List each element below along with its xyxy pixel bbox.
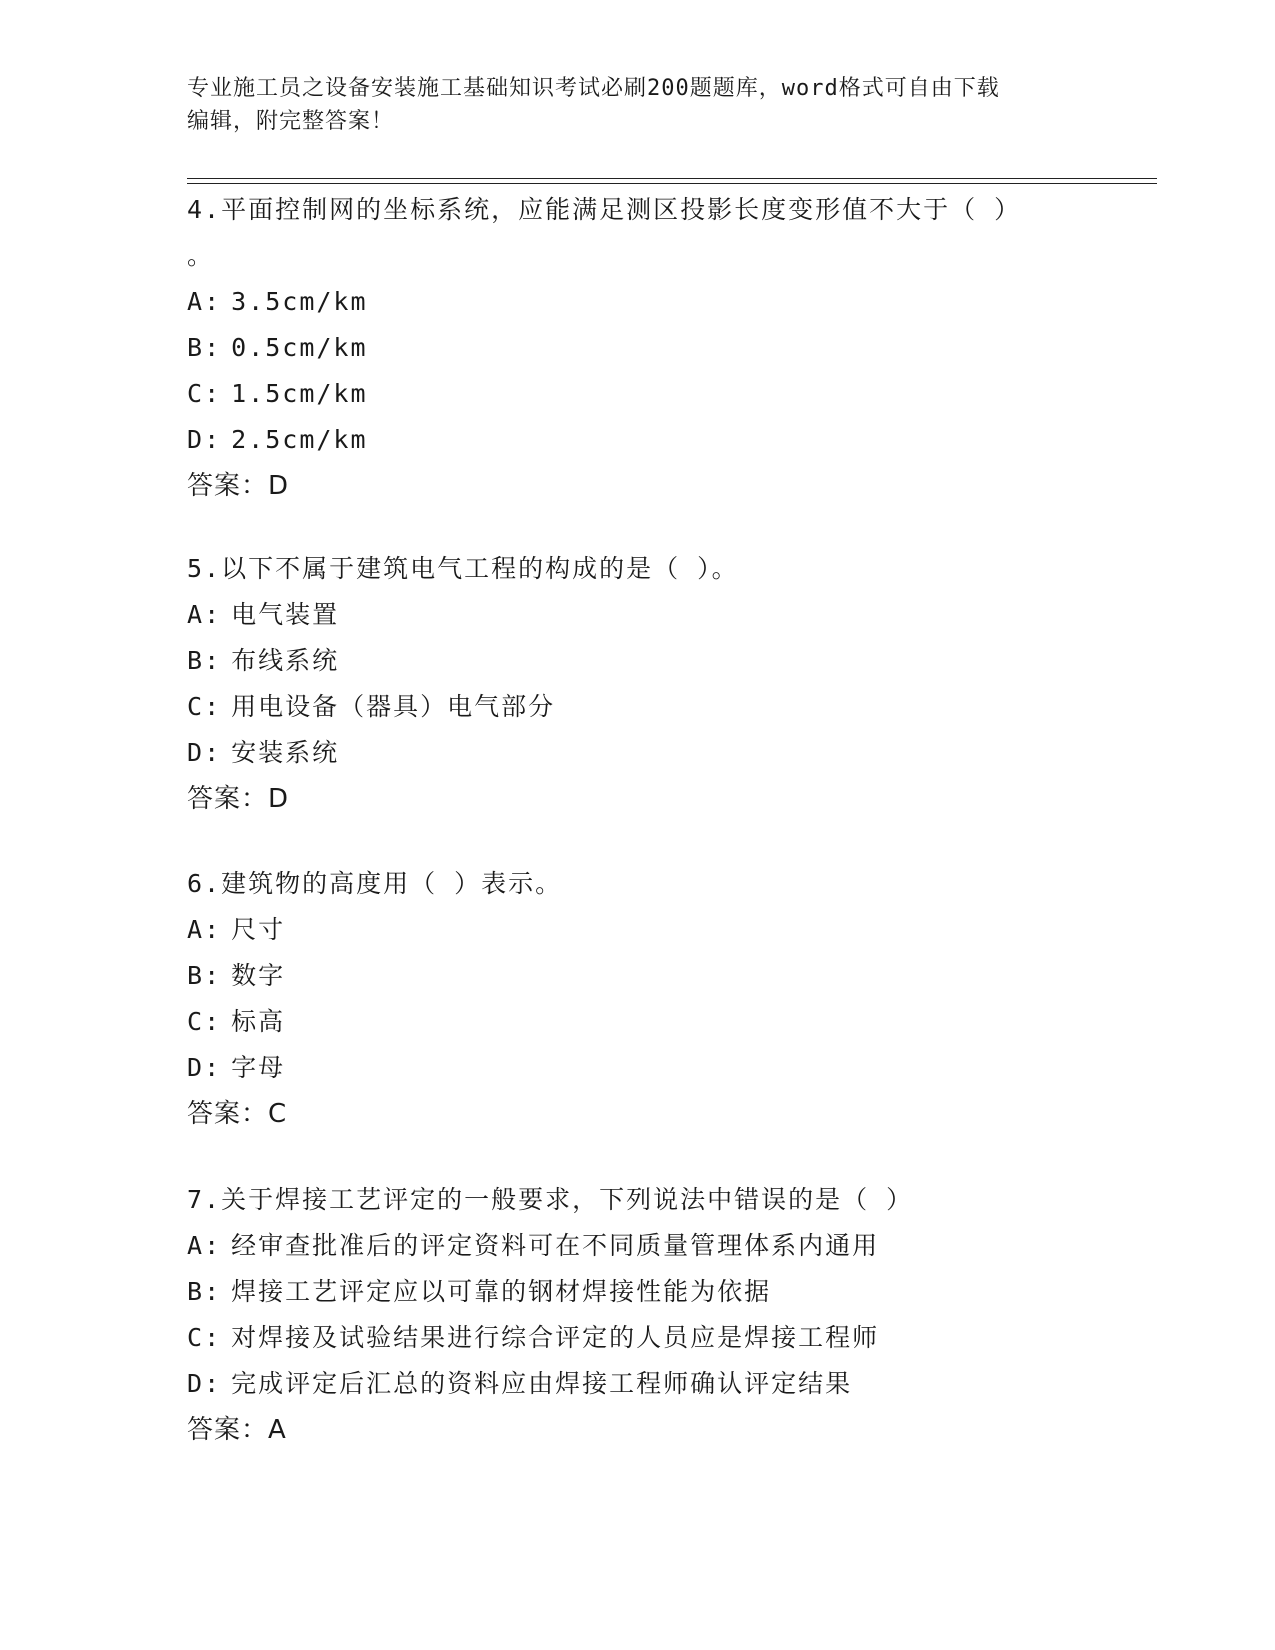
option-text: 完成评定后汇总的资料应由焊接工程师确认评定结果 [231, 1369, 853, 1398]
option-letter: A [187, 1231, 205, 1260]
option-separator: : [204, 287, 222, 316]
option-b [187, 1269, 1087, 1315]
question-title: 5.以下不属于建筑电气工程的构成的是（ ）。 [187, 554, 739, 583]
option-b [187, 638, 1087, 684]
option-b [187, 953, 1087, 999]
header-line-1: 专业施工员之设备安装施工基础知识考试必刷200题题库，word格式可自由下载 [187, 76, 1000, 101]
option-letter: C [187, 379, 205, 408]
option-separator: : [204, 379, 222, 408]
option-text: 布线系统 [231, 646, 340, 675]
question-title: 6.建筑物的高度用（ ）表示。 [187, 869, 563, 898]
option-text: 标高 [231, 1007, 286, 1036]
option-text: 3.5cm/km [231, 287, 368, 316]
option-separator: : [204, 1369, 222, 1398]
option-text: 2.5cm/km [231, 425, 368, 454]
question-title: 7.关于焊接工艺评定的一般要求，下列说法中错误的是（ ） [187, 1185, 914, 1214]
option-text: 电气装置 [231, 600, 340, 629]
option-c [187, 684, 1087, 730]
document-header [187, 72, 1067, 138]
option-letter: A [187, 287, 205, 316]
option-text: 数字 [231, 961, 286, 990]
question-title: 4.平面控制网的坐标系统，应能满足测区投影长度变形值不大于（ ） [187, 195, 1022, 224]
header-divider-bottom [187, 183, 1157, 184]
option-letter: C [187, 1007, 205, 1036]
option-a [187, 907, 1087, 953]
question-4 [187, 187, 1087, 509]
option-letter: D [187, 738, 205, 767]
option-letter: D [187, 1053, 205, 1082]
option-letter: B [187, 1277, 205, 1306]
option-letter: A [187, 915, 205, 944]
option-c [187, 1315, 1087, 1361]
option-separator: : [204, 1007, 222, 1036]
option-a [187, 592, 1087, 638]
option-d [187, 417, 1087, 463]
option-letter: C [187, 692, 205, 721]
option-text: 尺寸 [231, 915, 286, 944]
option-separator: : [204, 961, 222, 990]
question-6 [187, 861, 1087, 1137]
option-separator: : [204, 692, 222, 721]
answer-line: 答案：D [187, 784, 290, 814]
option-c [187, 999, 1087, 1045]
option-letter: B [187, 333, 205, 362]
question-5 [187, 546, 1087, 822]
option-separator: : [204, 333, 222, 362]
option-separator: : [204, 1277, 222, 1306]
option-text: 经审查批准后的评定资料可在不同质量管理体系内通用 [231, 1231, 880, 1260]
option-letter: B [187, 646, 205, 675]
option-separator: : [204, 1231, 222, 1260]
option-text: 字母 [231, 1053, 286, 1082]
option-text: 1.5cm/km [231, 379, 368, 408]
option-b [187, 325, 1087, 371]
option-text: 安装系统 [231, 738, 340, 767]
option-text: 用电设备（器具）电气部分 [231, 692, 556, 721]
question-7 [187, 1177, 1087, 1453]
answer-line: 答案：D [187, 471, 290, 501]
answer-line: 答案：A [187, 1415, 287, 1445]
question-title-continuation: 。 [187, 241, 215, 270]
option-separator: : [204, 915, 222, 944]
option-separator: : [204, 1323, 222, 1352]
option-d [187, 730, 1087, 776]
option-separator: : [204, 1053, 222, 1082]
option-text: 对焊接及试验结果进行综合评定的人员应是焊接工程师 [231, 1323, 880, 1352]
option-letter: D [187, 1369, 205, 1398]
option-letter: D [187, 425, 205, 454]
option-text: 0.5cm/km [231, 333, 368, 362]
option-letter: C [187, 1323, 205, 1352]
option-text: 焊接工艺评定应以可靠的钢材焊接性能为依据 [231, 1277, 772, 1306]
option-separator: : [204, 600, 222, 629]
option-c [187, 371, 1087, 417]
option-d [187, 1361, 1087, 1407]
option-separator: : [204, 425, 222, 454]
option-a [187, 279, 1087, 325]
option-separator: : [204, 646, 222, 675]
header-divider-top [187, 178, 1157, 179]
option-a [187, 1223, 1087, 1269]
header-line-2: 编辑，附完整答案！ [187, 109, 395, 134]
option-letter: B [187, 961, 205, 990]
option-d [187, 1045, 1087, 1091]
option-separator: : [204, 738, 222, 767]
answer-line: 答案：C [187, 1099, 288, 1129]
option-letter: A [187, 600, 205, 629]
